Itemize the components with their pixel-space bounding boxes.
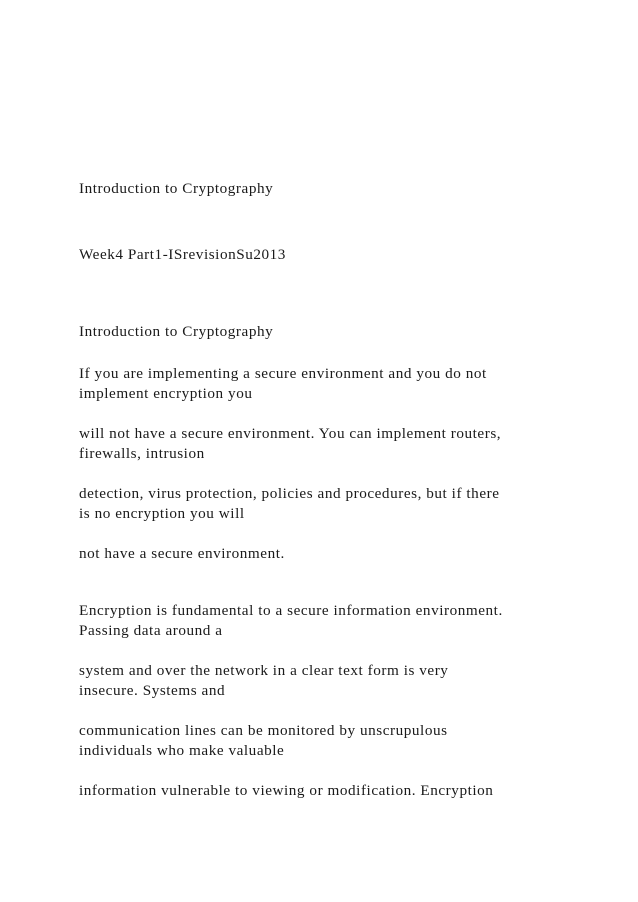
- document-subtitle: Week4 Part1-ISrevisionSu2013: [79, 246, 286, 263]
- body-line: implement encryption you: [79, 385, 253, 402]
- body-line: insecure. Systems and: [79, 682, 226, 699]
- body-line: If you are implementing a secure environment and you do not: [79, 365, 487, 382]
- body-line: system and over the network in a clear text form is very: [79, 662, 449, 679]
- body-line: firewalls, intrusion: [79, 445, 205, 462]
- body-line: information vulnerable to viewing or modification. Encryption: [79, 782, 494, 799]
- body-line: Encryption is fundamental to a secure information environment.: [79, 602, 503, 619]
- document-title: Introduction to Cryptography: [79, 180, 274, 197]
- body-line: communication lines can be monitored by unscrupulous: [79, 722, 448, 739]
- body-line: not have a secure environment.: [79, 545, 285, 562]
- body-line: is no encryption you will: [79, 505, 245, 522]
- body-line: detection, virus protection, policies and procedures, but if there: [79, 485, 500, 502]
- body-line: Passing data around a: [79, 622, 223, 639]
- section-heading: Introduction to Cryptography: [79, 323, 274, 340]
- body-line: individuals who make valuable: [79, 742, 285, 759]
- body-line: will not have a secure environment. You can implement routers,: [79, 425, 502, 442]
